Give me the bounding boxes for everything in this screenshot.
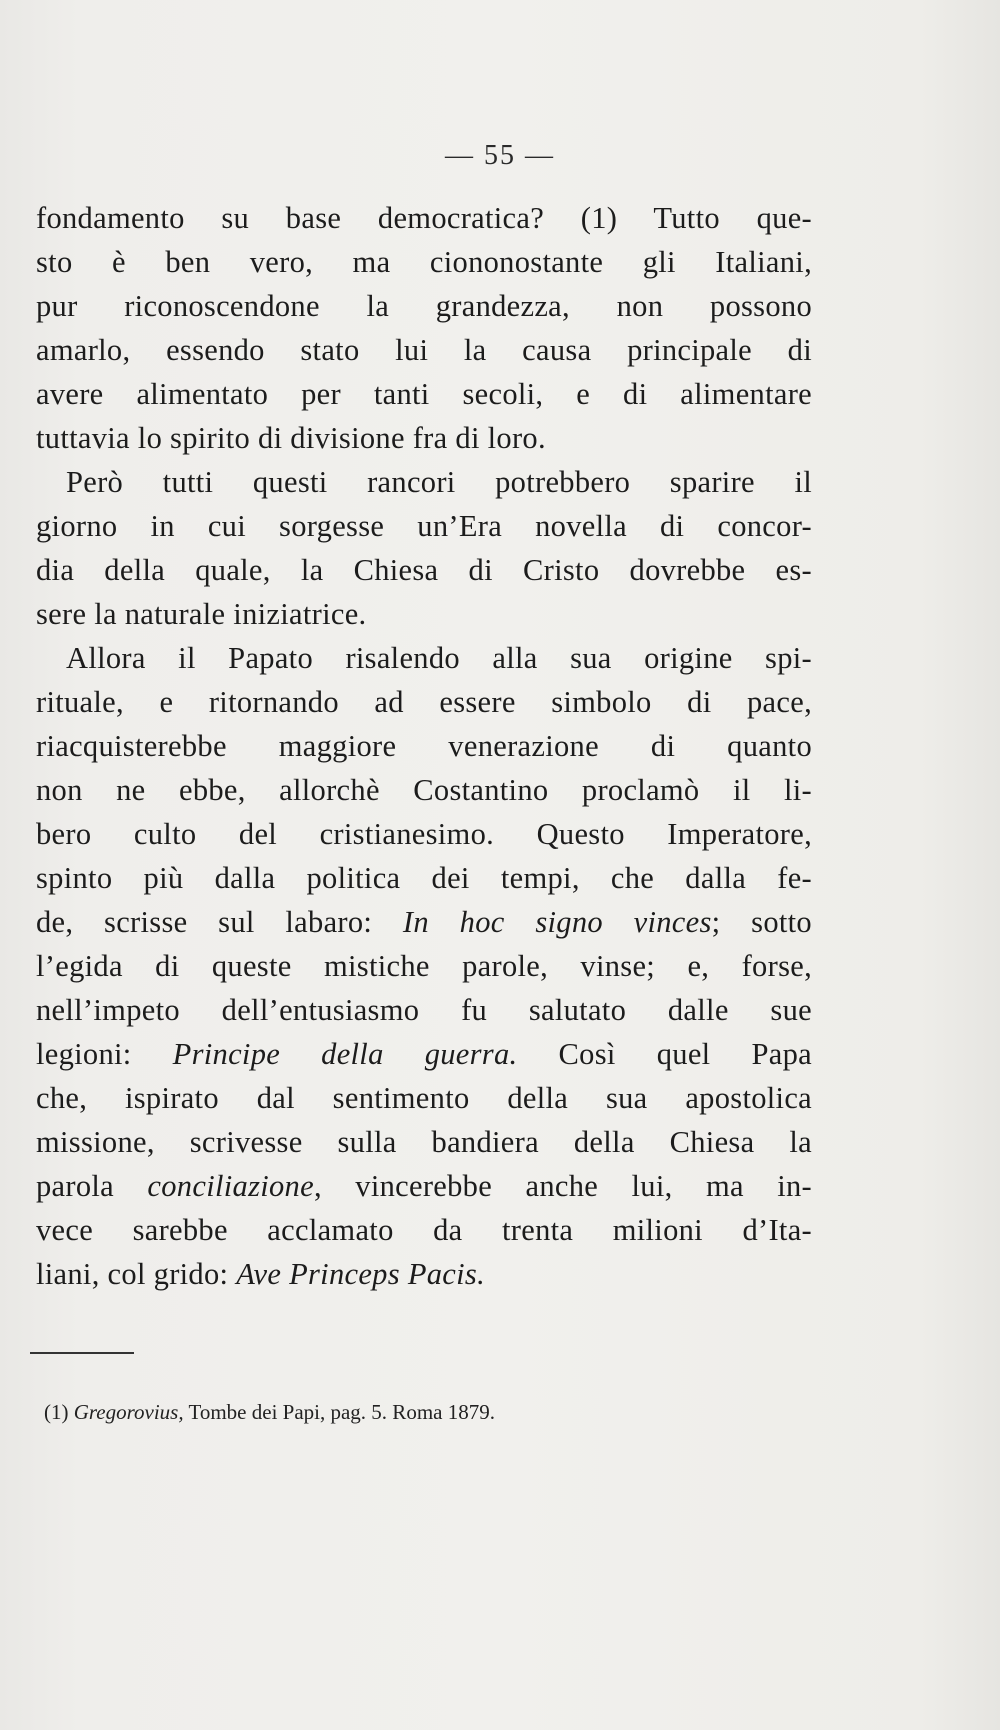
- italic-phrase: Ave Princeps Pacis.: [236, 1257, 486, 1291]
- text-line: bero culto del cristianesimo. Questo Imperatore,: [36, 817, 812, 851]
- text-line: l’egida di queste mistiche parole, vinse; e, forse,: [36, 949, 812, 983]
- text-line: sere la naturale iniziatrice.: [36, 597, 367, 631]
- text-line: giorno in cui sorgesse un’Era novella di concor-: [36, 509, 812, 543]
- text-line: parola conciliazione, vincerebbe anche lui, ma in-: [36, 1169, 812, 1203]
- footnote-author: Gregorovius,: [73, 1400, 184, 1424]
- text-line: che, ispirato dal sentimento della sua apostolica: [36, 1081, 812, 1115]
- text-line: liani, col grido: Ave Princeps Pacis.: [36, 1257, 486, 1291]
- footnote-citation: Tombe dei Papi, pag. 5. Roma 1879.: [183, 1400, 495, 1424]
- page-number: — 55 —: [445, 140, 555, 171]
- footnote: [44, 1398, 495, 1426]
- text-line: missione, scrivesse sulla bandiera della Chiesa la: [36, 1125, 812, 1159]
- text-line: amarlo, essendo stato lui la causa principale di: [36, 333, 812, 367]
- italic-phrase: In hoc signo vinces: [402, 905, 712, 939]
- text-line: sto è ben vero, ma ciononostante gli Italiani,: [36, 245, 812, 279]
- text-line: fondamento su base democratica? (1) Tutto que-: [36, 201, 812, 235]
- text-line: avere alimentato per tanti secoli, e di alimentare: [36, 377, 812, 411]
- text-line: de, scrisse sul labaro: In hoc signo vinces; sotto: [36, 905, 812, 939]
- footnote-marker: (1): [44, 1400, 69, 1424]
- text-line: rituale, e ritornando ad essere simbolo di pace,: [36, 685, 812, 719]
- text-line: spinto più dalla politica dei tempi, che dalla fe-: [36, 861, 812, 895]
- footnote-divider: [30, 1352, 134, 1354]
- text-line: vece sarebbe acclamato da trenta milioni d’Ita-: [36, 1213, 812, 1247]
- text-line: legioni: Principe della guerra. Così quel Papa: [36, 1037, 812, 1071]
- text-line: tuttavia lo spirito di divisione fra di loro.: [36, 421, 546, 455]
- text-line: Allora il Papato risalendo alla sua origine spi-: [66, 641, 812, 675]
- text-line: pur riconoscendone la grandezza, non possono: [36, 289, 812, 323]
- italic-phrase: conciliazione: [147, 1169, 314, 1203]
- italic-phrase: Principe della guerra.: [172, 1037, 518, 1071]
- text-line: dia della quale, la Chiesa di Cristo dovrebbe es-: [36, 553, 812, 587]
- text-line: nell’impeto dell’entusiasmo fu salutato dalle sue: [36, 993, 812, 1027]
- text-line: riacquisterebbe maggiore venerazione di quanto: [36, 729, 812, 763]
- text-line: non ne ebbe, allorchè Costantino proclamò il li-: [36, 773, 812, 807]
- text-line: Però tutti questi rancori potrebbero sparire il: [66, 465, 812, 499]
- body-text: [36, 196, 812, 1296]
